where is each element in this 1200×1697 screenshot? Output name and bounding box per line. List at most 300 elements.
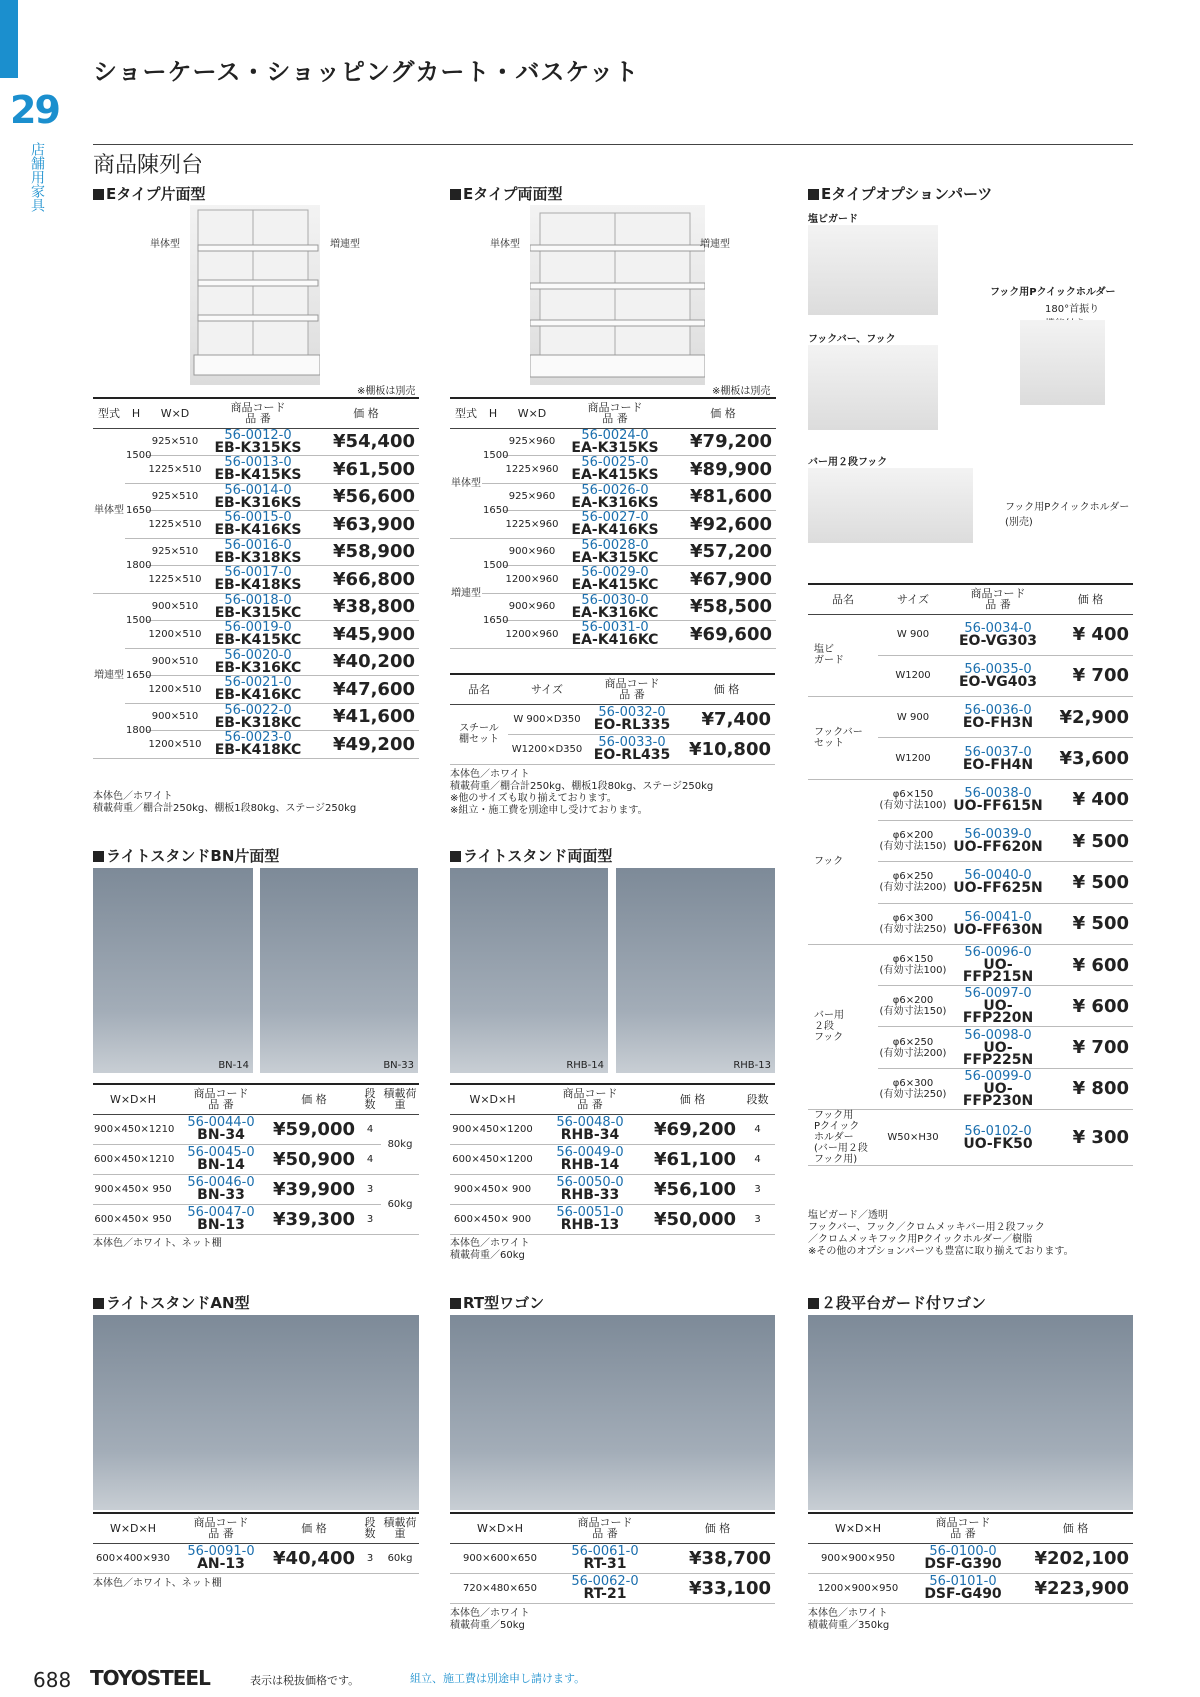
part-number: EB-K315KS [214,439,302,456]
product-code: 56-0030-0 [581,592,649,608]
product-code: 56-0028-0 [581,537,649,553]
size-cell: 1225×510 [147,566,203,594]
table-row [450,483,776,511]
part-number: AN-13 [197,1556,245,1572]
holder-photo [1020,320,1105,405]
price-cell: ¥50,900 [269,1144,359,1174]
size-cell: φ6×250 (有効寸法200) [878,1027,948,1068]
name-cell: フック用 Pクイック ホルダー (バー用２段フック用) [808,1110,878,1166]
table-header-row [808,584,1133,614]
part-number: EO-VG403 [958,673,1038,690]
product-code-cell [550,1543,660,1573]
price-cell: ¥89,900 [670,456,776,484]
label-bar2: バー用２段フック [808,457,888,468]
photo-label: RHB-13 [733,1060,771,1071]
product-code: 56-0097-0 [964,986,1032,1002]
part-number: BN-33 [197,1187,245,1203]
price-cell: ¥63,900 [313,511,419,539]
price-cell: ¥50,000 [645,1204,740,1234]
price-cell: ¥ 500 [1048,903,1133,944]
product-code: 56-0041-0 [964,909,1032,925]
chapter-label: 店舗用家具 [29,142,45,212]
name-cell: フック [808,779,878,944]
product-code: 56-0099-0 [964,1068,1032,1084]
photo-note: ※棚板は別売 [357,386,416,397]
part-number: EA-K416KS [571,522,659,539]
size-cell: 900×960 [504,538,560,566]
product-code: 56-0021-0 [224,675,292,691]
size-cell: 900×960 [504,593,560,621]
product-code-cell [586,734,678,764]
product-code: 56-0034-0 [964,620,1032,636]
part-number: EB-K316KC [214,659,302,676]
column-header: 積載荷重 [381,1513,419,1543]
part-number: EO-FH3N [962,715,1034,732]
label-hookbar: フックバー、フック [808,334,896,345]
tax-note: 表示は税抜価格です。 [250,1674,360,1687]
part-number: BN-34 [197,1127,245,1143]
column-header: 価 格 [269,1513,359,1543]
price-cell: ¥ 400 [1048,779,1133,820]
part-number: EB-K315KC [214,604,302,621]
size-cell: 900×450× 900 [450,1174,535,1204]
product-code: 56-0029-0 [581,565,649,581]
bn-table [93,1083,419,1235]
part-number: EO-FH4N [962,756,1034,773]
price-cell: ¥45,900 [313,621,419,649]
name-cell: 塩ビ ガード [808,614,878,697]
product-code-cell [560,538,670,566]
load-cell: 80kg [381,1114,419,1174]
table-header-row [450,1513,775,1543]
note-line: 本体色／ホワイト [450,1608,530,1619]
size-cell: W 900 [878,697,948,738]
column-header: 価 格 [670,398,776,428]
note-line: 本体色／ホワイト [808,1608,888,1619]
table-row [808,779,1133,820]
size-cell: 900×450×1200 [450,1114,535,1144]
product-code: 56-0051-0 [556,1205,624,1220]
size-cell: W1200×D350 [508,734,586,764]
tiers-cell: 3 [359,1543,381,1573]
product-code-cell [560,456,670,484]
price-cell: ¥67,900 [670,566,776,594]
product-code: 56-0038-0 [964,785,1032,801]
part-number: RHB-14 [560,1157,620,1173]
tiers-cell: 4 [740,1114,775,1144]
column-header: 価 格 [678,674,775,704]
product-code-cell [948,944,1048,985]
size-cell: 900×510 [147,703,203,731]
assembly-note: 組立、施工費は別途申し請けます。 [410,1672,586,1685]
column-header: 商品コード 品 番 [560,398,670,428]
note-line: 積載荷重／350kg [808,1620,890,1631]
price-cell: ¥58,500 [670,593,776,621]
price-cell: ¥2,900 [1048,697,1133,738]
size-cell: 1225×510 [147,511,203,539]
product-code: 56-0035-0 [964,661,1032,677]
product-code: 56-0102-0 [964,1123,1032,1139]
size-cell: 720×480×650 [450,1573,550,1603]
product-code: 56-0047-0 [187,1205,255,1220]
part-number: RT-31 [583,1556,627,1572]
product-code-cell [203,428,313,456]
page-number: 688 [33,1668,72,1692]
price-cell: ¥ 700 [1048,655,1133,696]
price-cell: ¥61,100 [645,1144,740,1174]
e-single-table [93,397,419,759]
column-header: 積載荷重 [381,1084,419,1114]
note-line: ※組立・施工費を別途申し受けております。 [450,805,648,816]
chapter-tab [0,0,18,78]
table-row [93,1204,419,1234]
e-double-photo [530,205,705,385]
an-notes [93,1578,222,1590]
product-code: 56-0020-0 [224,647,292,663]
part-number: UO-FFP220N [962,998,1034,1027]
size-cell: 925×960 [504,483,560,511]
column-header: W×D [504,398,560,428]
price-cell: ¥57,200 [670,538,776,566]
table-row [450,593,776,621]
product-code-cell [203,621,313,649]
height-cell: 1650 [482,593,504,648]
price-cell: ¥40,400 [269,1543,359,1573]
options-notes [808,1210,1074,1258]
product-code: 56-0033-0 [598,735,666,750]
product-code-cell [560,428,670,456]
part-number: EB-K318KC [214,714,302,731]
dsf-photo [808,1315,1133,1510]
product-code: 56-0046-0 [187,1175,255,1190]
photo-label: RHB-14 [566,1060,604,1071]
part-number: UO-FK50 [963,1135,1033,1152]
e-double-title: Eタイプ両面型 [450,183,563,204]
product-code: 56-0022-0 [224,702,292,718]
column-header: 商品コード 品 番 [908,1513,1018,1543]
photo-note: ※棚板は別売 [712,386,771,397]
table-header-row [808,1513,1133,1543]
column-header: 価 格 [1018,1513,1133,1543]
table-row [808,1573,1133,1603]
product-code: 56-0026-0 [581,482,649,498]
part-number: EB-K318KS [214,549,302,566]
part-number: UO-FF630N [953,921,1043,938]
part-number: UO-FF620N [953,839,1043,856]
callout-single: 単体型 [150,239,180,250]
an-title: ライトスタンドAN型 [93,1292,250,1313]
product-code-cell [203,566,313,594]
table-row [450,1174,775,1204]
type-cell: 増連型 [450,538,482,648]
product-code-cell [948,655,1048,696]
table-row [93,1144,419,1174]
part-number: EA-K316KC [571,604,659,621]
size-cell: W1200 [878,738,948,779]
part-number: UO-FFP215N [962,957,1034,986]
note-line: 本体色／ホワイト [93,791,173,802]
shelf-set-table [450,673,775,765]
product-code-cell [203,648,313,676]
price-cell: ¥61,500 [313,456,419,484]
size-cell: φ6×200 (有効寸法150) [878,820,948,861]
price-cell: ¥56,600 [313,483,419,511]
an-photo [93,1315,419,1510]
name-cell: バー用 ２段 フック [808,944,878,1109]
column-header: 価 格 [660,1513,775,1543]
hookbar-photo [808,345,938,430]
product-code-cell [908,1543,1018,1573]
rhb-table [450,1083,775,1235]
price-cell: ¥33,100 [660,1573,775,1603]
column-header: 段数 [359,1084,381,1114]
column-header: 品名 [808,584,878,614]
product-code-cell [560,593,670,621]
shelf-illustration [530,205,705,385]
product-code: 56-0037-0 [964,744,1032,760]
size-cell: φ6×250 (有効寸法200) [878,862,948,903]
size-cell: 1200×900×950 [808,1573,908,1603]
size-cell: W1200 [878,655,948,696]
price-cell: ¥ 400 [1048,614,1133,655]
part-number: RHB-13 [560,1217,620,1233]
type-cell: 単体型 [93,428,125,593]
price-cell: ¥58,900 [313,538,419,566]
column-header: W×D×H [450,1084,535,1114]
size-cell: W50×H30 [878,1110,948,1166]
note-line: 本体色／ホワイト [450,769,530,780]
height-cell: 1500 [125,428,147,483]
table-row [450,1543,775,1573]
brand-logo: TOYOSTEEL [90,1666,210,1690]
product-code: 56-0096-0 [964,945,1032,961]
column-header: 段数 [359,1513,381,1543]
column-header: 商品コード 品 番 [173,1513,269,1543]
column-header: W×D×H [93,1084,173,1114]
bn-title: ライトスタンドBN片面型 [93,845,279,866]
size-cell: φ6×300 (有効寸法250) [878,1068,948,1109]
tiers-cell: 3 [740,1174,775,1204]
part-number: EB-K415KC [214,632,302,649]
product-code: 56-0032-0 [598,705,666,720]
tiers-cell: 4 [359,1114,381,1144]
part-number: EA-K315KS [571,439,659,456]
size-cell: φ6×150 (有効寸法100) [878,944,948,985]
product-code-cell [560,483,670,511]
note-line: ※他のサイズも取り揃えております。 [450,793,617,804]
product-code-cell [203,593,313,621]
column-header: 価 格 [645,1084,740,1114]
product-code-cell [948,1027,1048,1068]
options-table [808,583,1133,1166]
product-code-cell [173,1144,269,1174]
table-row [808,614,1133,655]
size-cell: 900×600×650 [450,1543,550,1573]
part-number: EA-K315KC [571,549,659,566]
part-number: BN-13 [197,1217,245,1233]
table-header-row [93,1084,419,1114]
size-cell: 600×450×1200 [450,1144,535,1174]
price-cell: ¥7,400 [678,704,775,734]
size-cell: 1225×510 [147,456,203,484]
product-code-cell [948,697,1048,738]
product-code-cell [173,1114,269,1144]
rhb14-photo [450,868,608,1073]
price-cell: ¥41,600 [313,703,419,731]
product-code-cell [948,862,1048,903]
product-code: 56-0048-0 [556,1115,624,1130]
part-number: EB-K418KC [214,742,302,759]
price-cell: ¥ 600 [1048,944,1133,985]
height-cell: 1650 [125,648,147,703]
column-header: サイズ [508,674,586,704]
price-cell: ¥49,200 [313,731,419,759]
size-cell: φ6×300 (有効寸法250) [878,903,948,944]
size-cell: 600×400×930 [93,1543,173,1573]
part-number: UO-FF615N [953,797,1043,814]
product-code: 56-0023-0 [224,730,292,746]
column-header: 段数 [740,1084,775,1114]
price-cell: ¥10,800 [678,734,775,764]
e-single-notes [93,791,356,815]
product-code: 56-0024-0 [581,427,649,443]
column-header: W×D×H [808,1513,908,1543]
part-number: UO-FFP230N [962,1080,1034,1109]
part-number: EB-K416KS [214,522,302,539]
price-cell: ¥ 300 [1048,1110,1133,1166]
label-holder: フック用Pクイックホルダー [990,287,1116,298]
label-guard: 塩ビガード [808,214,858,225]
column-header: 商品コード 品 番 [586,674,678,704]
table-row [450,1114,775,1144]
product-code-cell [203,538,313,566]
price-cell: ¥81,600 [670,483,776,511]
table-header-row [93,1513,419,1543]
product-code: 56-0017-0 [224,565,292,581]
an-table [93,1512,419,1574]
table-row [93,1174,419,1204]
table-row [93,593,419,621]
size-cell: 925×510 [147,428,203,456]
column-header: 商品コード 品 番 [173,1084,269,1114]
price-cell: ¥202,100 [1018,1543,1133,1573]
note-line: 塩ビガード／透明 [808,1210,888,1221]
part-number: UO-FF625N [953,880,1043,897]
table-row [808,944,1133,985]
size-cell: 900×510 [147,593,203,621]
size-cell: 900×450×1210 [93,1114,173,1144]
product-code: 56-0014-0 [224,482,292,498]
product-code-cell [560,621,670,649]
size-cell: 1200×510 [147,676,203,704]
size-cell: 900×450× 950 [93,1174,173,1204]
price-cell: ¥ 500 [1048,820,1133,861]
size-cell: 925×510 [147,538,203,566]
product-code-cell [948,1068,1048,1109]
part-number: RHB-34 [560,1127,620,1143]
name-cell: スチール 棚セット [450,704,508,764]
product-code: 56-0039-0 [964,827,1032,843]
price-cell: ¥38,700 [660,1543,775,1573]
e-options-title: Eタイプオプションパーツ [808,183,992,204]
part-number: EB-K316KS [214,494,302,511]
column-header: 商品コード 品 番 [535,1084,645,1114]
size-cell: 600×450× 900 [450,1204,535,1234]
load-cell: 60kg [381,1174,419,1234]
size-cell: 900×900×950 [808,1543,908,1573]
product-code-cell [535,1174,645,1204]
product-code: 56-0018-0 [224,592,292,608]
product-code: 56-0012-0 [224,427,292,443]
product-code: 56-0050-0 [556,1175,624,1190]
product-code-cell [173,1174,269,1204]
table-row [808,1543,1133,1573]
size-cell: φ6×150 (有効寸法100) [878,779,948,820]
table-row [450,538,776,566]
column-header: 商品コード 品 番 [203,398,313,428]
product-code-cell [203,511,313,539]
column-header: 商品コード 品 番 [550,1513,660,1543]
part-number: UO-FFP225N [962,1039,1034,1068]
product-code: 56-0061-0 [571,1544,639,1559]
note-line: ／クロムメッキフック用Pクイックホルダー／樹脂 [808,1234,1033,1245]
part-number: EO-VG303 [958,632,1038,649]
table-header-row [450,398,776,428]
product-code-cell [948,903,1048,944]
price-cell: ¥69,600 [670,621,776,649]
price-cell: ¥69,200 [645,1114,740,1144]
rt-title: RT型ワゴン [450,1292,544,1313]
guard-photo [808,225,938,315]
type-cell: 単体型 [450,428,482,538]
dsf-table [808,1512,1133,1604]
table-row [93,648,419,676]
column-header: 価 格 [269,1084,359,1114]
load-cell: 60kg [381,1543,419,1573]
product-code-cell [948,738,1048,779]
product-code: 56-0040-0 [964,868,1032,884]
dsf-title: ２段平台ガード付ワゴン [808,1292,986,1313]
size-cell: 1200×510 [147,731,203,759]
product-code-cell [173,1543,269,1573]
part-number: DSF-G490 [924,1586,1002,1602]
price-cell: ¥ 800 [1048,1068,1133,1109]
part-number: EO-RL435 [593,747,671,763]
price-cell: ¥54,400 [313,428,419,456]
product-code: 56-0015-0 [224,510,292,526]
rt-notes [450,1608,530,1632]
height-cell: 1650 [125,483,147,538]
photo-label: BN-33 [383,1060,414,1071]
table-row [93,1543,419,1573]
column-header: 型式 [450,398,482,428]
size-cell: 1200×960 [504,621,560,649]
price-cell: ¥ 500 [1048,862,1133,903]
column-header: H [125,398,147,428]
product-code-cell [948,986,1048,1027]
product-code-cell [948,779,1048,820]
product-code-cell [948,1110,1048,1166]
product-code: 56-0100-0 [929,1544,997,1559]
price-cell: ¥56,100 [645,1174,740,1204]
part-number: DSF-G390 [924,1556,1002,1572]
rhb13-photo [616,868,775,1073]
page-title: ショーケース・ショッピングカート・バスケット [93,58,640,86]
tiers-cell: 3 [359,1204,381,1234]
size-cell: 925×960 [504,428,560,456]
photo-label: BN-14 [218,1060,249,1071]
part-number: EA-K416KC [571,632,659,649]
